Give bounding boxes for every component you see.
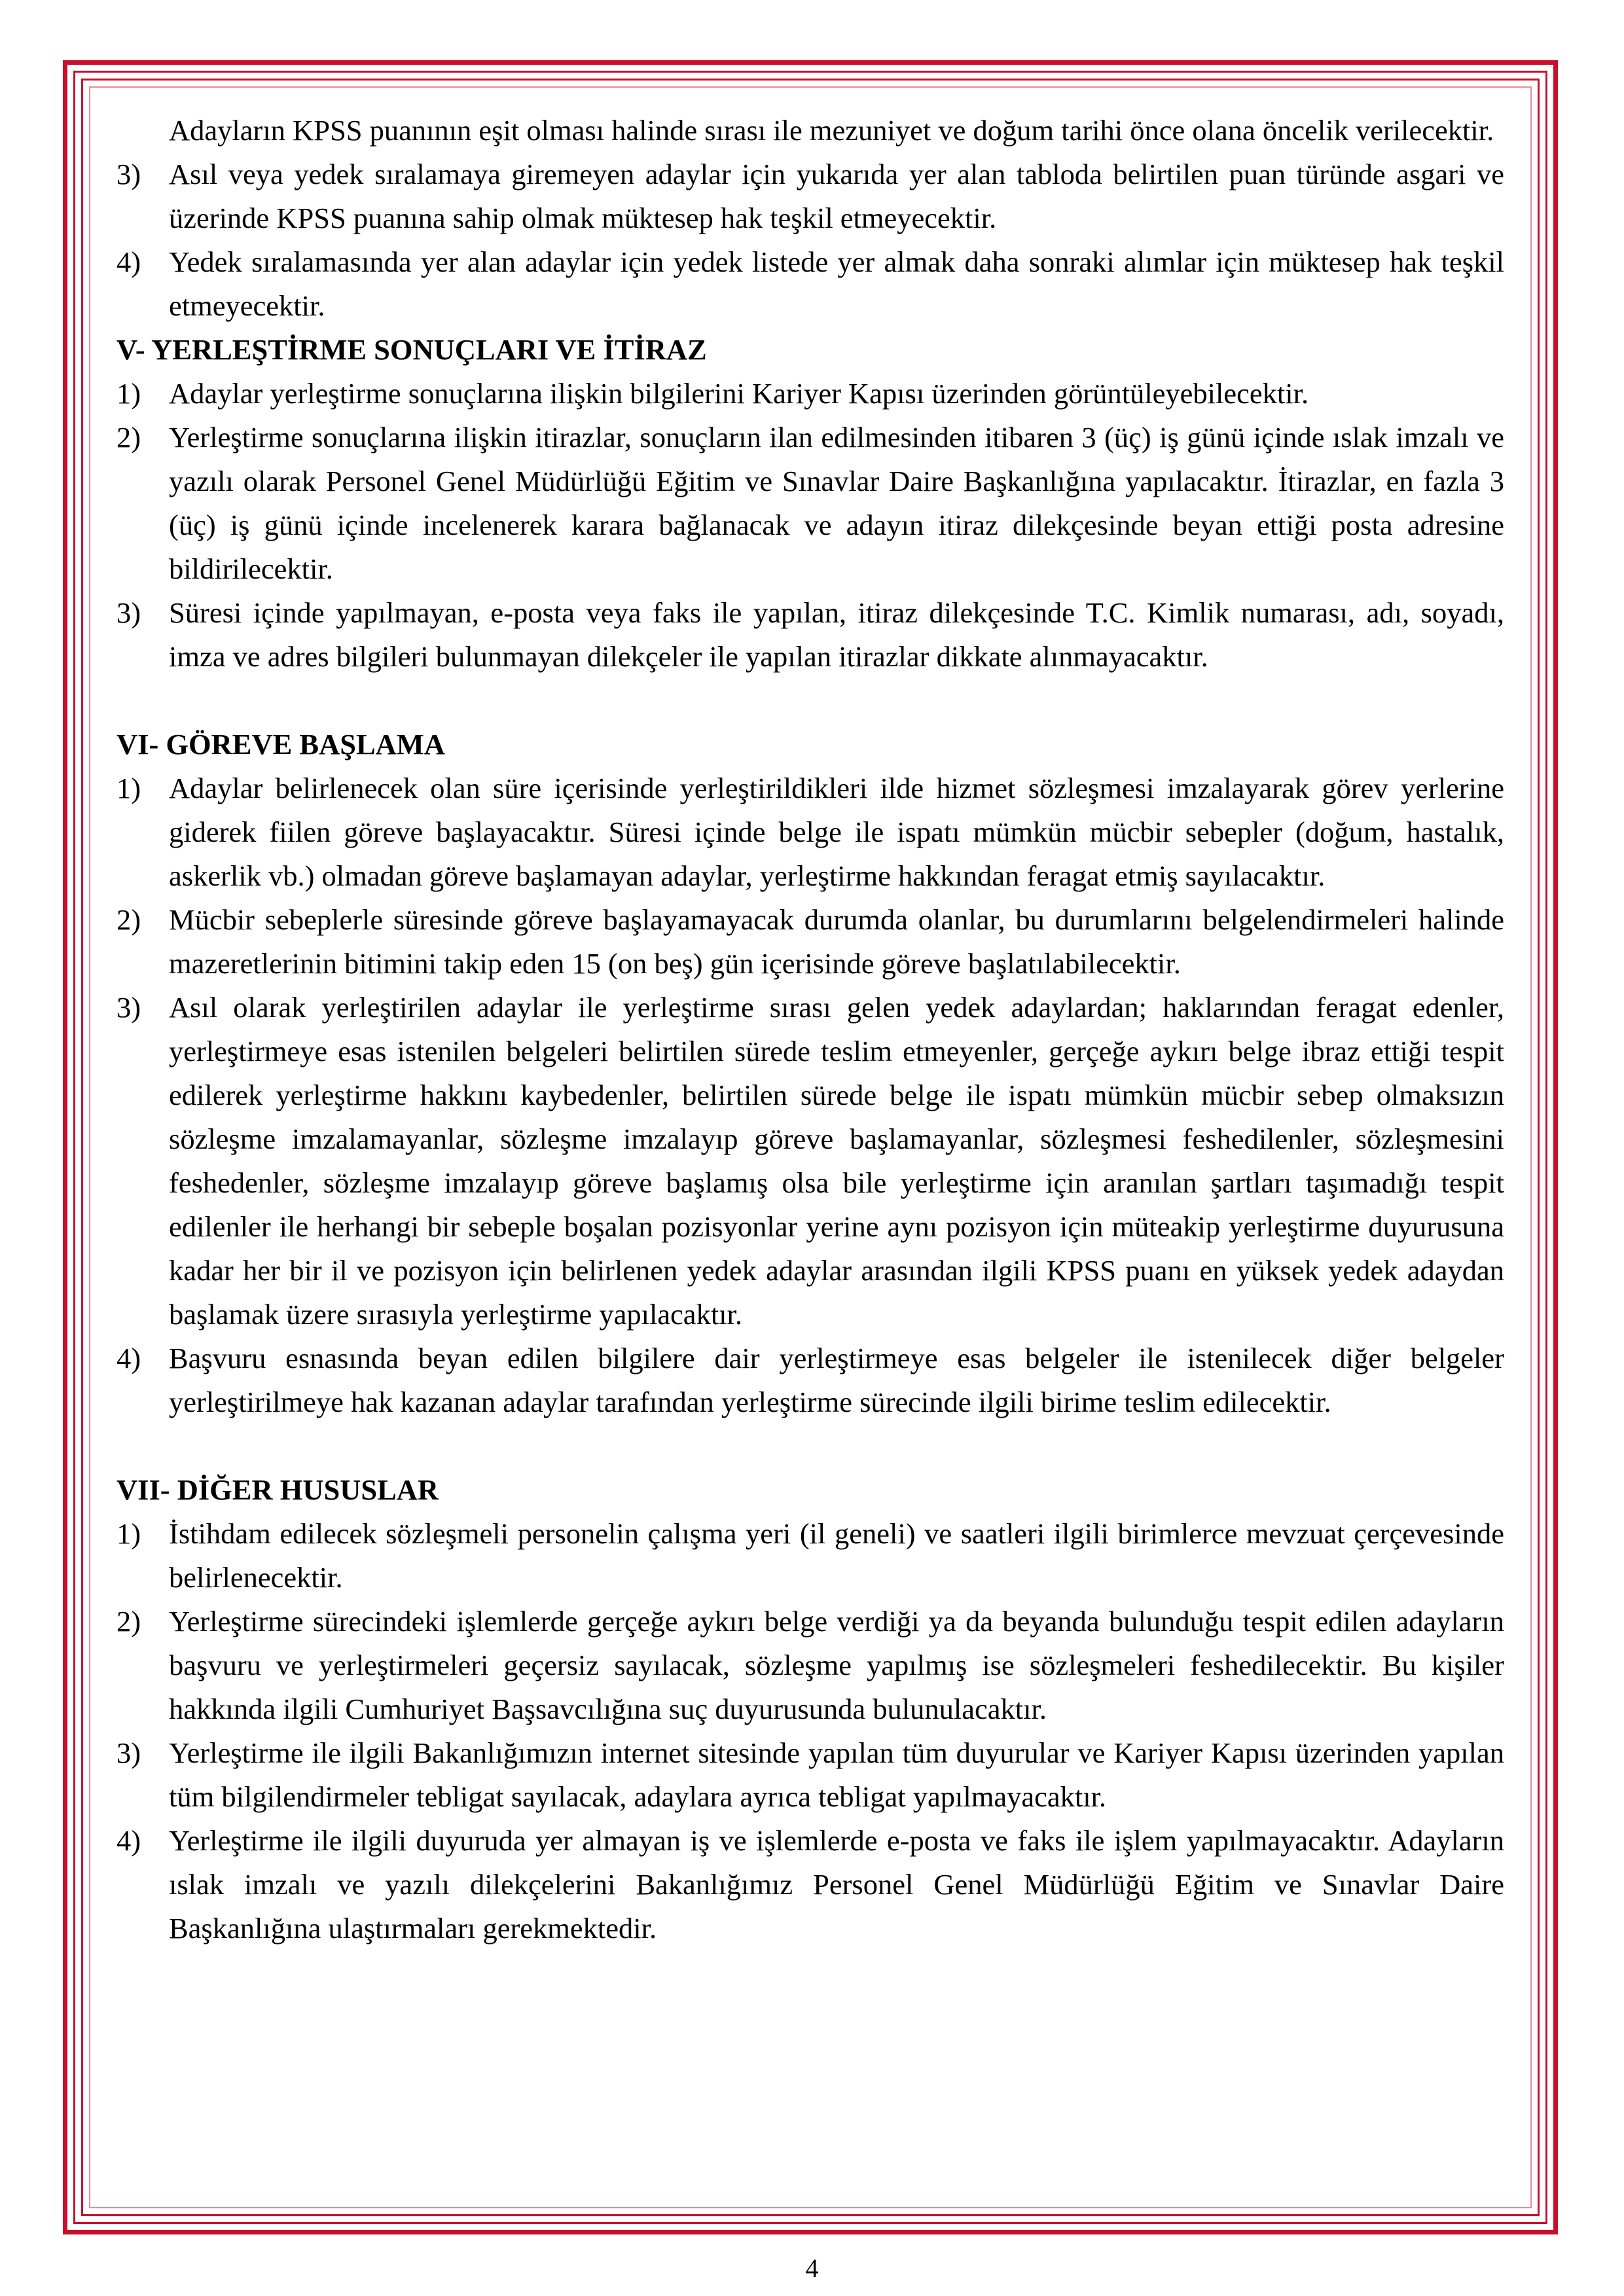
- item-number: 4): [117, 245, 141, 278]
- list-item: [117, 1600, 1504, 1731]
- section-diger-hususlar: [117, 1468, 1504, 1950]
- list-item: [117, 416, 1504, 591]
- section-heading: V- YERLEŞTİRME SONUÇLARI VE İTİRAZ: [117, 333, 707, 366]
- item-text: Adaylar belirlenecek olan süre içerisinde yerleştirildikleri ilde hizmet sözleşmesi imzalayarak görev yerlerine giderek fiilen göreve başlayacaktır. Süresi içinde belge ile ispatı mümkün mücbir sebepler (doğum, hastalık, askerlik vb.) olmadan göreve başlamayan adaylar, yerleştirme hakkından feragat etmiş sayılacaktır.: [169, 772, 1504, 892]
- item-text: Yerleştirme ile ilgili Bakanlığımızın internet sitesinde yapılan tüm duyurular ve Kariyer Kapısı üzerinden yapılan tüm bilgilendirmeler tebligat sayılacak, adaylara ayrıca tebligat yapılmayacaktır.: [169, 1736, 1504, 1813]
- item-number: 2): [117, 421, 141, 454]
- item-text: Yerleştirme ile ilgili duyuruda yer almayan iş ve işlemlerde e-posta ve faks ile işlem yapılmayacaktır. Adayların ıslak imzalı ve yazılı dilekçelerini Bakanlığımız Personel Genel Müdürlüğü Eğitim ve Sınavlar Daire Başkanlığına ulaştırmaları gerekmektedir.: [169, 1824, 1504, 1945]
- item-number: 1): [117, 772, 141, 804]
- item-text: Mücbir sebeplerle süresinde göreve başlayamayacak durumda olanlar, bu durumlarını belgelendirmeleri halinde mazeretlerinin bitimini takip eden 15 (on beş) gün içerisinde göreve başlatılabilecektir.: [169, 903, 1504, 980]
- item-number: 3): [117, 596, 141, 629]
- item-number: 3): [117, 158, 141, 190]
- item-text: Asıl veya yedek sıralamaya giremeyen adaylar için yukarıda yer alan tabloda belirtilen puan türünde asgari ve üzerinde KPSS puanına sahip olmak müktesep hak teşkil etmeyecektir.: [169, 158, 1504, 234]
- item-number: 2): [117, 1605, 141, 1638]
- page-number: 4: [805, 2253, 819, 2283]
- section-heading: VII- DİĞER HUSUSLAR: [117, 1473, 439, 1506]
- item-text: Adaylar yerleştirme sonuçlarına ilişkin bilgilerini Kariyer Kapısı üzerinden görüntüleyebilecektir.: [169, 377, 1309, 410]
- item-text: Yerleştirme sonuçlarına ilişkin itirazlar, sonuçların ilan edilmesinden itibaren 3 (üç) iş günü içinde ıslak imzalı ve yazılı olarak Personel Genel Müdürlüğü Eğitim ve Sınavlar Daire Başkanlığına yapılacaktır. İtirazlar, en fazla 3 (üç) iş günü içinde incelenerek karara bağlanacak ve adayın itiraz dilekçesinde beyan ettiği posta adresine bildirilecektir.: [169, 421, 1504, 585]
- list-item: [117, 986, 1504, 1336]
- list-item: [117, 240, 1504, 328]
- item-number: 1): [117, 1517, 141, 1550]
- item-number: 1): [117, 377, 141, 410]
- item-text: Süresi içinde yapılmayan, e-posta veya faks ile yapılan, itiraz dilekçesinde T.C. Kimlik numarası, adı, soyadı, imza ve adres bilgileri bulunmayan dilekçeler ile yapılan itirazlar dikkate alınmayacaktır.: [169, 596, 1504, 673]
- list-item: [117, 1512, 1504, 1600]
- document-body: [117, 109, 1504, 1950]
- list-item: [117, 898, 1504, 986]
- list-item: [117, 591, 1504, 679]
- item-number: 3): [117, 1736, 141, 1769]
- item-text: Asıl olarak yerleştirilen adaylar ile yerleştirme sırası gelen yedek adaylardan; haklarından feragat edenler, yerleştirmeye esas istenilen belgeleri belirtilen sürede teslim etmeyenler, gerçeğe aykırı belge ibraz ettiği tespit edilerek yerleştirme hakkını kaybedenler, belirtilen sürede belge ile ispatı mümkün mücbir sebep olmaksızın sözleşme imzalamayanlar, sözleşme imzalayıp göreve başlamayanlar, sözleşmesi feshedilenler, sözleşmesini feshedenler, sözleşme imzalayıp göreve başlamış olsa bile yerleştirme için aranılan şartları taşımadığı tespit edilenler ile herhangi bir sebeple boşalan pozisyonlar yerine aynı pozisyon için müteakip yerleştirme duyurusuna kadar her bir il ve pozisyon için belirlenen yedek adaylar arasından ilgili KPSS puanı en yüksek yedek adaydan başlamak üzere sırasıyla yerleştirme yapılacaktır.: [169, 991, 1504, 1331]
- section-yerlestirme-sonuclari: [117, 328, 1504, 679]
- list-item: [117, 372, 1504, 416]
- item-number: 4): [117, 1824, 141, 1857]
- item-number: 4): [117, 1342, 141, 1374]
- item-number: 3): [117, 991, 141, 1024]
- intro-paragraph: Adayların KPSS puanının eşit olması halinde sırası ile mezuniyet ve doğum tarihi önce olana öncelik verilecektir.: [169, 114, 1494, 147]
- item-text: Başvuru esnasında beyan edilen bilgilere dair yerleştirmeye esas belgeler ile istenilecek diğer belgeler yerleştirilmeye hak kazanan adaylar tarafından yerleştirme sürecinde ilgili birime teslim edilecektir.: [169, 1342, 1504, 1418]
- item-text: Yerleştirme sürecindeki işlemlerde gerçeğe aykırı belge verdiği ya da beyanda bulunduğu tespit edilen adayların başvuru ve yerleştirmeleri geçersiz sayılacak, sözleşme yapılmış ise sözleşmeleri feshedilecektir. Bu kişiler hakkında ilgili Cumhuriyet Başsavcılığına suç duyurusunda bulunulacaktır.: [169, 1605, 1504, 1725]
- list-item: [117, 152, 1504, 240]
- list-item: [117, 1819, 1504, 1950]
- list-item: [117, 1731, 1504, 1819]
- section-goreve-baslama: [117, 723, 1504, 1424]
- list-item: [117, 766, 1504, 898]
- item-text: Yedek sıralamasında yer alan adaylar için yedek listede yer almak daha sonraki alımlar için müktesep hak teşkil etmeyecektir.: [169, 245, 1504, 322]
- section-heading: VI- GÖREVE BAŞLAMA: [117, 728, 445, 761]
- item-text: İstihdam edilecek sözleşmeli personelin çalışma yeri (il geneli) ve saatleri ilgili birimlerce mevzuat çerçevesinde belirlenecektir.: [169, 1517, 1504, 1594]
- item-number: 2): [117, 903, 141, 936]
- list-item: [117, 1336, 1504, 1424]
